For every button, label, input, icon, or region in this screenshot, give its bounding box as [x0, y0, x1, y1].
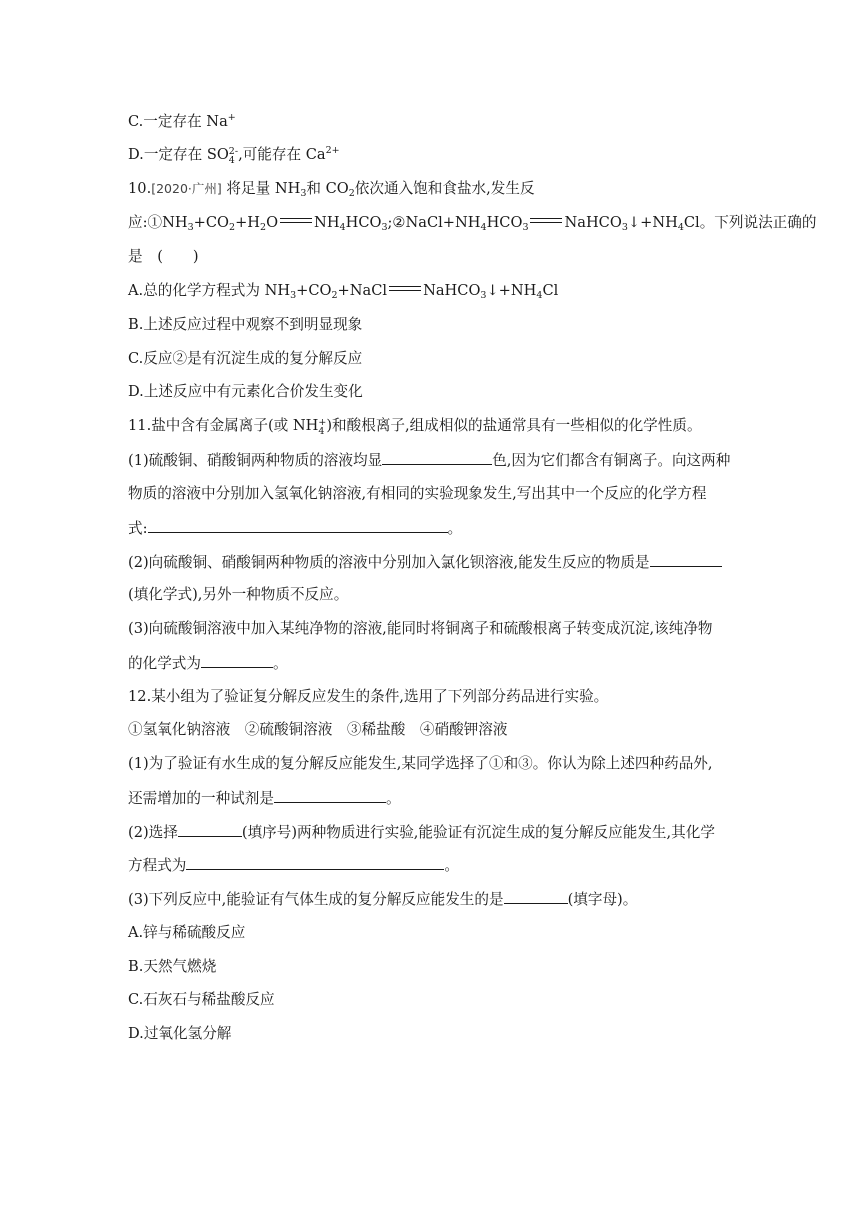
equals-sign: [389, 286, 421, 291]
q10-stem: 10.[2020·广州] 将足量 $NH_3$和 $CO_2$依次通入饱和食盐水,发生反: [128, 180, 535, 199]
charge-sup: +: [227, 112, 236, 123]
answer-blank[interactable]: [274, 788, 386, 803]
ammonium-ion-scripts: + 4: [318, 417, 327, 437]
answer-blank[interactable]: [148, 518, 448, 533]
q11-part1-line2: 物质的溶液中分别加入氢氧化钠溶液,有相同的实验现象发生,写出其中一个反应的化学方程: [128, 485, 707, 502]
q10-option-b: B.上述反应过程中观察不到明显现象: [128, 316, 363, 333]
q11-part1-line1: (1)硫酸铜、硝酸铜两种物质的溶液均显 色,因为它们都含有铜离子。向这两种: [128, 452, 731, 469]
sulfate-ion-scripts: 2- 4: [228, 146, 239, 166]
q12-part3: (3)下列反应中,能验证有气体生成的复分解反应能发生的是 (填字母)。: [128, 891, 638, 908]
q12-part2-line1: (2)选择 (填序号)两种物质进行实验,能验证有沉淀生成的复分解反应能发生,其化学: [128, 824, 715, 841]
q11-part2-line1: (2)向硫酸铜、硝酸铜两种物质的溶液中分别加入氯化钡溶液,能发生反应的物质是: [128, 552, 722, 573]
q9-option-d: [128, 145, 340, 165]
q12-part2-line2: 方程式为 。: [128, 857, 459, 874]
charge-sup: 2+: [325, 145, 340, 156]
q12-option-b: B.天然气燃烧: [128, 958, 217, 975]
q9-option-c-text: C.一定存在 Na: [128, 113, 228, 130]
q10-option-d: D.上述反应中有元素化合价发生变化: [128, 383, 363, 400]
answer-blank[interactable]: [178, 822, 242, 837]
q10-option-c: C.反应②是有沉淀生成的复分解反应: [128, 350, 363, 367]
answer-blank[interactable]: [650, 552, 722, 567]
q11-part3-line1: (3)向硫酸铜溶液中加入某纯净物的溶液,能同时将铜离子和硫酸根离子转变成沉淀,该纯净物: [128, 620, 713, 637]
q12-stem: 12.某小组为了验证复分解反应发生的条件,选用了下列部分药品进行实验。: [128, 688, 609, 705]
answer-blank[interactable]: [504, 889, 568, 904]
equals-sign: [530, 218, 562, 223]
q9-option-c: [128, 112, 236, 132]
q10-reactions: 应$:①NH_3+CO_2+H_2O$ $NH_4HCO_3;②NaCl+NH_4HCO_3$ $NaHCO_3↓+NH_4Cl$。下列说法正确的: [128, 214, 817, 233]
q12-option-d: D.过氧化氢分解: [128, 1025, 232, 1042]
q9-option-d-text-2: ,可能存在 Ca: [238, 146, 326, 163]
question-source: [2020·广州]: [151, 181, 222, 196]
q12-option-a: A.锌与稀硫酸反应: [128, 924, 246, 941]
q12-part1-line1: (1)为了验证有水生成的复分解反应能发生,某同学选择了①和③。你认为除上述四种药品外,: [128, 755, 713, 772]
answer-blank[interactable]: [382, 450, 492, 465]
question-number: 10.: [128, 180, 152, 197]
answer-blank[interactable]: [201, 653, 273, 668]
q11-part1-line3: 式: 。: [128, 520, 463, 537]
q10-option-a: A.总的化学方程式为 $NH_3+CO_2+NaCl$ $NaHCO_3↓+NH_4Cl$: [128, 282, 559, 301]
q10-stem-end: 是 ( ): [128, 248, 199, 265]
q12-reagents: ①氢氧化钠溶液 ②硫酸铜溶液 ③稀盐酸 ④硝酸钾溶液: [128, 721, 508, 738]
q11-part3-line2: 的化学式为 。: [128, 655, 288, 672]
q12-option-c: C.石灰石与稀盐酸反应: [128, 991, 275, 1008]
q11-stem: 11.盐中含有金属离子(或 NH + 4 )和酸根离子,组成相似的盐通常具有一些相似的化学性质。: [128, 417, 702, 437]
q12-part1-line2: 还需增加的一种试剂是 。: [128, 790, 401, 807]
equals-sign: [280, 218, 312, 223]
answer-blank[interactable]: [186, 855, 444, 870]
q11-part2-line2: (填化学式),另外一种物质不反应。: [128, 586, 349, 603]
q9-option-d-text: D.一定存在 SO: [128, 146, 229, 163]
